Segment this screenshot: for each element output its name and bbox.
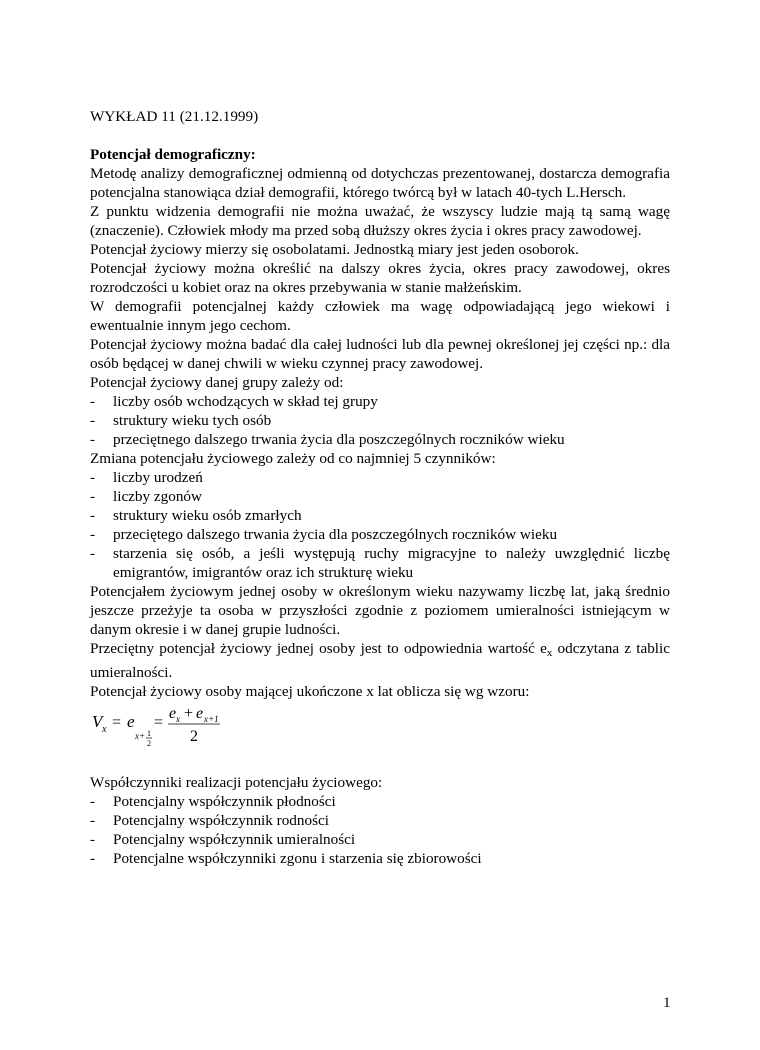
group-list <box>90 392 670 449</box>
average-text-after: odczytana z tablic umieralności. <box>90 640 670 681</box>
formula-den: 2 <box>190 728 198 745</box>
coef-lead: Współczynniki realizacji potencjału życiowego: <box>90 774 383 791</box>
list-item: - Potencjalny współczynnik płodności <box>90 792 670 811</box>
change-lead: Zmiana potencjału życiowego zależy od co najmniej 5 czynników: <box>90 450 496 467</box>
list-item: - przeciętnego dalszego trwania życia dla poszczególnych roczników wieku <box>90 430 670 449</box>
lecture-header: WYKŁAD 11 (21.12.1999) <box>90 108 259 125</box>
section-title: Potencjał demograficzny: <box>90 146 256 163</box>
paragraph-average <box>90 639 670 682</box>
paragraph-intro-4: Potencjał życiowy można określić na dalszy okres życia, okres pracy zawodowej, okres rozrodczości u kobiet oraz na okres przebywania w stanie małżeńskim. <box>90 260 670 296</box>
list-item: - struktury wieku tych osób <box>90 411 670 430</box>
formula-half-num: 1 <box>147 729 151 738</box>
paragraph-definition: Potencjałem życiowym jednej osoby w określonym wieku nazywamy liczbę lat, jaką średnio jeszcze przeżyje ta osoba w przyszłości zgodnie z poziomem umieralności istniejącym w danym okresie i w danej grupie ludności. <box>90 583 670 638</box>
list-item: - przeciętego dalszego trwania życia dla poszczególnych roczników wieku <box>90 525 670 544</box>
list-item: - Potencjalne współczynniki zgonu i starzenia się zbiorowości <box>90 849 670 868</box>
formula-half-den: 2 <box>147 739 151 748</box>
formula-eq-1: = <box>112 714 122 731</box>
list-item: - struktury wieku osób zmarłych <box>90 506 670 525</box>
formula-num-b-sub: x+1 <box>204 714 219 724</box>
paragraph-intro-6: Potencjał życiowy można badać dla całej ludności lub dla pewnej określonej jej części np.: dla osób będącej w danej chwili w wieku czynnej pracy zawodowej. <box>90 336 670 372</box>
average-text-before: Przeciętny potencjał życiowy jednej osoby jest to odpowiednia wartość e <box>90 640 547 657</box>
list-item: - liczby zgonów <box>90 487 670 506</box>
formula-lead: Potencjał życiowy osoby mającej ukończone x lat oblicza się wg wzoru: <box>90 683 530 700</box>
formula-e: e <box>127 712 135 731</box>
paragraph-intro-2: Z punktu widzenia demografii nie można uważać, że wszyscy ludzie mają tą samą wagę (znaczenie). Człowiek młody ma przed sobą dłuższy okres życia i okres pracy zawodowej. <box>90 203 670 239</box>
list-item: - Potencjalny współczynnik umieralności <box>90 830 670 849</box>
coef-list <box>90 792 670 868</box>
paragraph-intro-3: Potencjał życiowy mierzy się osobolatami. Jednostką miary jest jeden osoborok. <box>90 241 579 258</box>
paragraph-intro-5: W demografii potencjalnej każdy człowiek ma wagę odpowiadającą jego wiekowi i ewentualnie innym jego cechom. <box>90 298 670 334</box>
list-item: - starzenia się osób, a jeśli występują ruchy migracyjne to należy uwzględnić liczbę emigrantów, imigrantów oraz ich strukturę wieku <box>90 544 670 582</box>
formula-eq-2: = <box>154 714 164 731</box>
paragraph-intro-1: Metodę analizy demograficznej odmienną od dotychczas prezentowanej, dostarcza demografia potencjalna stanowiąca dział demografii, którego twórcą był w latach 40-tych L.Hersch. <box>90 165 670 201</box>
document-body <box>90 107 670 868</box>
formula-v-sub: x <box>102 724 107 735</box>
formula <box>90 705 670 753</box>
formula-plus: + <box>184 705 194 722</box>
formula-e-sub: x+ <box>135 731 146 741</box>
list-item: - liczby urodzeń <box>90 468 670 487</box>
formula-num-a-sub: x <box>176 714 180 724</box>
group-lead: Potencjał życiowy danej grupy zależy od: <box>90 374 344 391</box>
page-number: 1 <box>663 994 671 1011</box>
change-list <box>90 468 670 582</box>
average-subscript: x <box>546 647 553 659</box>
list-item: - liczby osób wchodzących w skład tej grupy <box>90 392 670 411</box>
list-item: - Potencjalny współczynnik rodności <box>90 811 670 830</box>
formula-num-b: e <box>196 705 204 722</box>
formula-num-a: e <box>169 705 177 722</box>
formula-v: V <box>92 712 103 731</box>
